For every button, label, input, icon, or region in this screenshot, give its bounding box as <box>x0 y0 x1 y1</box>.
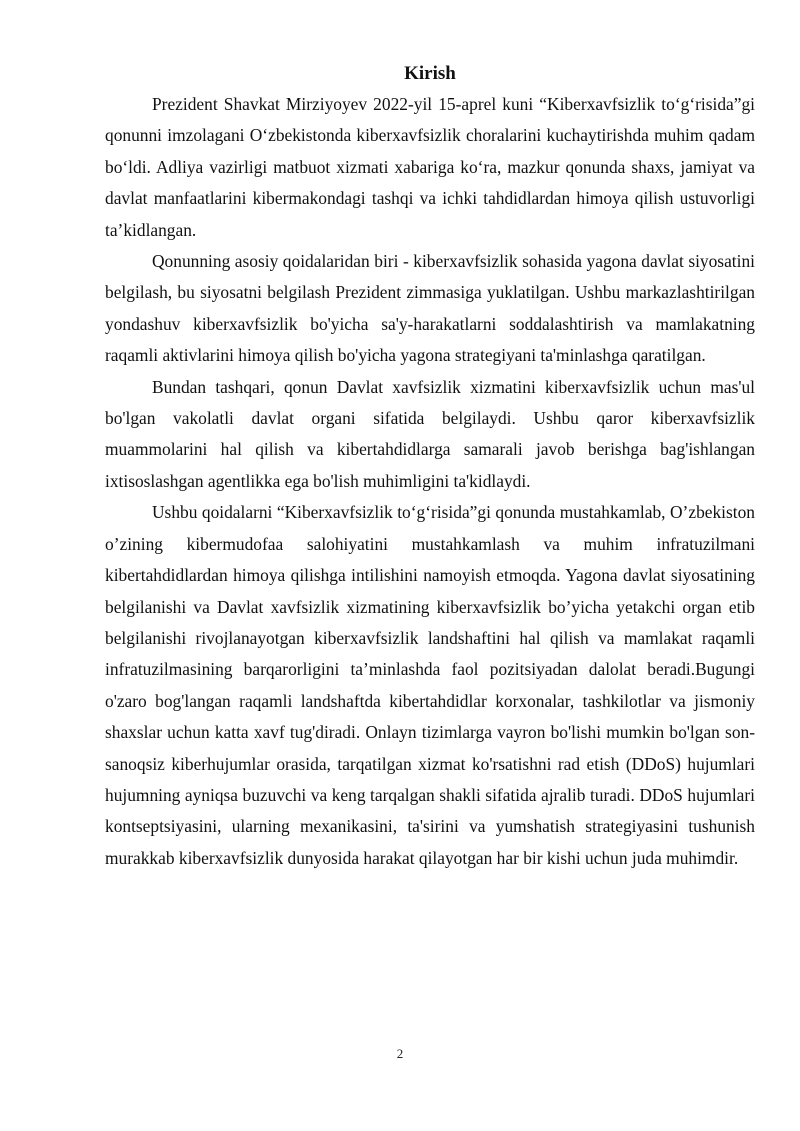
page-number: 2 <box>396 1046 404 1061</box>
paragraph-2: Qonunning asosiy qoidalaridan biri - kiberxavfsizlik sohasida yagona davlat siyosatini belgilash, bu siyosatni belgilash Prezident zimmasiga yuklatilgan. Ushbu markazlashtirilgan yondashuv kiberxavfsizlik bo'yicha sa'y-harakatlarni soddalashtirish va mamlakatning raqamli aktivlarini himoya qilish bo'yicha yagona strategiyani ta'minlashga qaratilgan. <box>105 251 755 366</box>
section-title: Kirish <box>404 63 456 84</box>
paragraph-1: Prezident Shavkat Mirziyoyev 2022-yil 15-aprel kuni “Kiberxavfsizlik to‘g‘risida”gi qonunni imzolagani O‘zbekistonda kiberxavfsizlik choralarini kuchaytirishda muhim qadam bo‘ldi. Adliya vazirligi matbuot xizmati xabariga ko‘ra, mazkur qonunda shaxs, jamiyat va davlat manfaatlarini kibermakondagi tashqi va ichki tahdidlardan himoya qilish ustuvorligi ta’kidlangan. <box>105 94 755 240</box>
paragraph-4: Ushbu qoidalarni “Kiberxavfsizlik to‘g‘risida”gi qonunda mustahkamlab, O’zbekiston o’zining kibermudofaa salohiyatini mustahkamlash va muhim infratuzilmani kibertahdidlardan himoya qilishga intilishini namoyish etmoqda. Yagona davlat siyosatining belgilanishi va Davlat xavfsizlik xizmatining kiberxavfsizlik bo’yicha yetakchi organ etib belgilanishi rivojlanayotgan kiberxavfsizlik landshaftini hal qilish va mamlakat raqamli infratuzilmasining barqarorligini ta’minlashda faol pozitsiyadan dalolat beradi.Bugungi o'zaro bog'langan raqamli landshaftda kibertahdidlar korxonalar, tashkilotlar va jismoniy shaxslar uchun katta xavf tug'diradi. Onlayn tizimlarga vayron bo'lishi mumkin bo'lgan son-sanoqsiz kiberhujumlar orasida, tarqatilgan xizmat ko'rsatishni rad etish (DDoS) hujumlari hujumning ayniqsa buzuvchi va keng tarqalgan shakli sifatida ajralib turadi. DDoS hujumlari kontseptsiyasini, ularning mexanikasini, ta'sirini va yumshatish strategiyasini tushunish murakkab kiberxavfsizlik dunyosida harakat qilayotgan har bir kishi uchun juda muhimdir. <box>105 502 755 868</box>
document-body <box>105 58 755 874</box>
paragraph-3: Bundan tashqari, qonun Davlat xavfsizlik xizmatini kiberxavfsizlik uchun mas'ul bo'lgan vakolatli davlat organi sifatida belgilaydi. Ushbu qaror kiberxavfsizlik muammolarini hal qilish va kibertahdidlarga samarali javob berishga bag'ishlangan ixtisoslashgan agentlikka ega bo'lish muhimligini ta'kidlaydi. <box>105 376 755 491</box>
